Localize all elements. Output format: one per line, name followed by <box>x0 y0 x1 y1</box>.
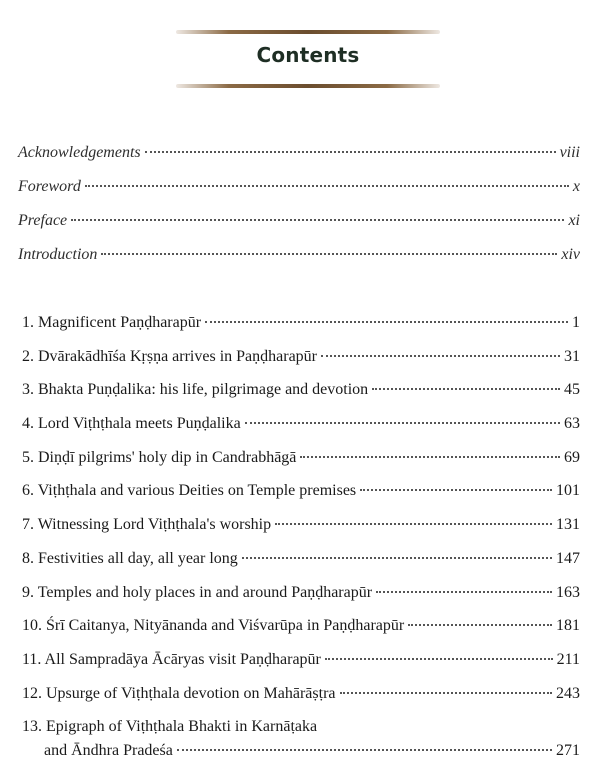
toc-entry-label: 9. Temples and holy places in and around Paṇḍharapūr <box>22 583 373 601</box>
toc-entry-chapter-10 <box>22 614 580 648</box>
toc-entry-acknowledgements <box>18 141 580 175</box>
dot-leader <box>205 321 568 323</box>
toc-page-number: 1 <box>572 314 580 331</box>
toc-entry-label: 7. Witnessing Lord Viṭhṭhala's worship <box>22 516 272 534</box>
dot-leader <box>325 658 553 660</box>
toc-entry-chapter-4 <box>22 412 580 446</box>
dot-leader <box>177 749 552 751</box>
dot-leader <box>101 253 557 255</box>
toc-entry-label: 3. Bhakta Puṇḍalika: his life, pilgrimage and devotion <box>22 381 369 399</box>
toc-page-number: 63 <box>564 415 580 433</box>
toc-entry-label: Foreword <box>18 178 81 195</box>
toc-page-number: xi <box>568 212 580 229</box>
toc-entry-label: 10. Śrī Caitanya, Nityānanda and Viśvarūpa in Paṇḍharapūr <box>22 617 405 635</box>
toc-page-number: 101 <box>556 482 580 500</box>
dot-leader <box>340 692 553 694</box>
toc-entry-label: 6. Viṭhṭhala and various Deities on Temple premises <box>22 482 357 500</box>
toc-page-number: 211 <box>556 650 580 668</box>
toc-entry-label: 1. Magnificent Paṇḍharapūr <box>22 314 202 331</box>
toc-page-number: 69 <box>564 448 580 466</box>
toc-entry-introduction <box>18 243 580 277</box>
dot-leader <box>71 219 564 221</box>
toc-page-number: 243 <box>556 684 580 702</box>
toc-page-number: 131 <box>556 516 580 534</box>
dot-leader <box>408 624 552 626</box>
dot-leader <box>245 422 560 424</box>
dot-leader <box>85 185 569 187</box>
toc-entry-label: 11. All Sampradāya Ācāryas visit Paṇḍharapūr <box>22 650 321 668</box>
toc-entry-chapter-13 <box>22 715 580 773</box>
chapter-list <box>22 311 580 773</box>
toc-page-number: 147 <box>556 549 580 567</box>
toc-page-number: 181 <box>556 617 580 635</box>
toc-entry-label: Acknowledgements <box>18 144 141 161</box>
toc-entry-chapter-3 <box>22 378 580 412</box>
toc-entry-label: 13. Epigraph of Viṭhṭhala Bhakti in Karnāṭaka <box>22 718 318 736</box>
title-band <box>176 30 440 88</box>
toc-entry-label: 12. Upsurge of Viṭhṭhala devotion on Mahārāṣṭra <box>22 684 336 702</box>
dot-leader <box>321 355 560 357</box>
toc-entry-chapter-6 <box>22 479 580 513</box>
toc-entry-chapter-1 <box>22 311 580 345</box>
toc-page-number: 31 <box>564 347 580 365</box>
page-title: Contents <box>256 43 360 67</box>
dot-leader <box>242 557 552 559</box>
dot-leader <box>372 388 560 390</box>
toc-entry-preface <box>18 209 580 243</box>
toc-entry-chapter-12 <box>22 682 580 716</box>
toc-page-number: xiv <box>561 246 580 263</box>
toc-entry-chapter-11 <box>22 648 580 682</box>
toc-entry-label: 8. Festivities all day, all year long <box>22 549 238 567</box>
toc-page-number: 45 <box>564 381 580 399</box>
toc-page-number: x <box>572 178 580 195</box>
toc-entry-label: Preface <box>18 212 68 229</box>
title-rule-bottom <box>176 84 440 88</box>
toc-page-number: 163 <box>556 583 580 601</box>
dot-leader <box>376 591 552 593</box>
toc-page-number: viii <box>559 144 580 161</box>
toc-page-number: 271 <box>556 742 580 760</box>
dot-leader <box>275 523 552 525</box>
toc-entry-chapter-9 <box>22 581 580 615</box>
toc-entry-foreword <box>18 175 580 209</box>
toc-entry-label: Introduction <box>18 246 98 263</box>
toc-entry-chapter-8 <box>22 547 580 581</box>
toc-entry-label: 2. Dvārakādhīśa Kṛṣṇa arrives in Paṇḍharapūr <box>22 347 318 365</box>
title-rule-top <box>176 30 440 34</box>
toc-entry-continuation <box>22 739 580 763</box>
front-matter-list <box>18 141 580 277</box>
dot-leader <box>300 456 560 458</box>
toc-entry-label: 5. Diṇḍī pilgrims' holy dip in Candrabhāgā <box>22 448 297 466</box>
toc-entry-chapter-2 <box>22 345 580 379</box>
dot-leader <box>145 151 556 153</box>
toc-entry-chapter-5 <box>22 446 580 480</box>
toc-entry-label-continued: and Āndhra Pradeśa <box>44 742 173 760</box>
toc-entry-chapter-7 <box>22 513 580 547</box>
toc-entry-label: 4. Lord Viṭhṭhala meets Puṇḍalika <box>22 415 241 433</box>
dot-leader <box>360 489 552 491</box>
